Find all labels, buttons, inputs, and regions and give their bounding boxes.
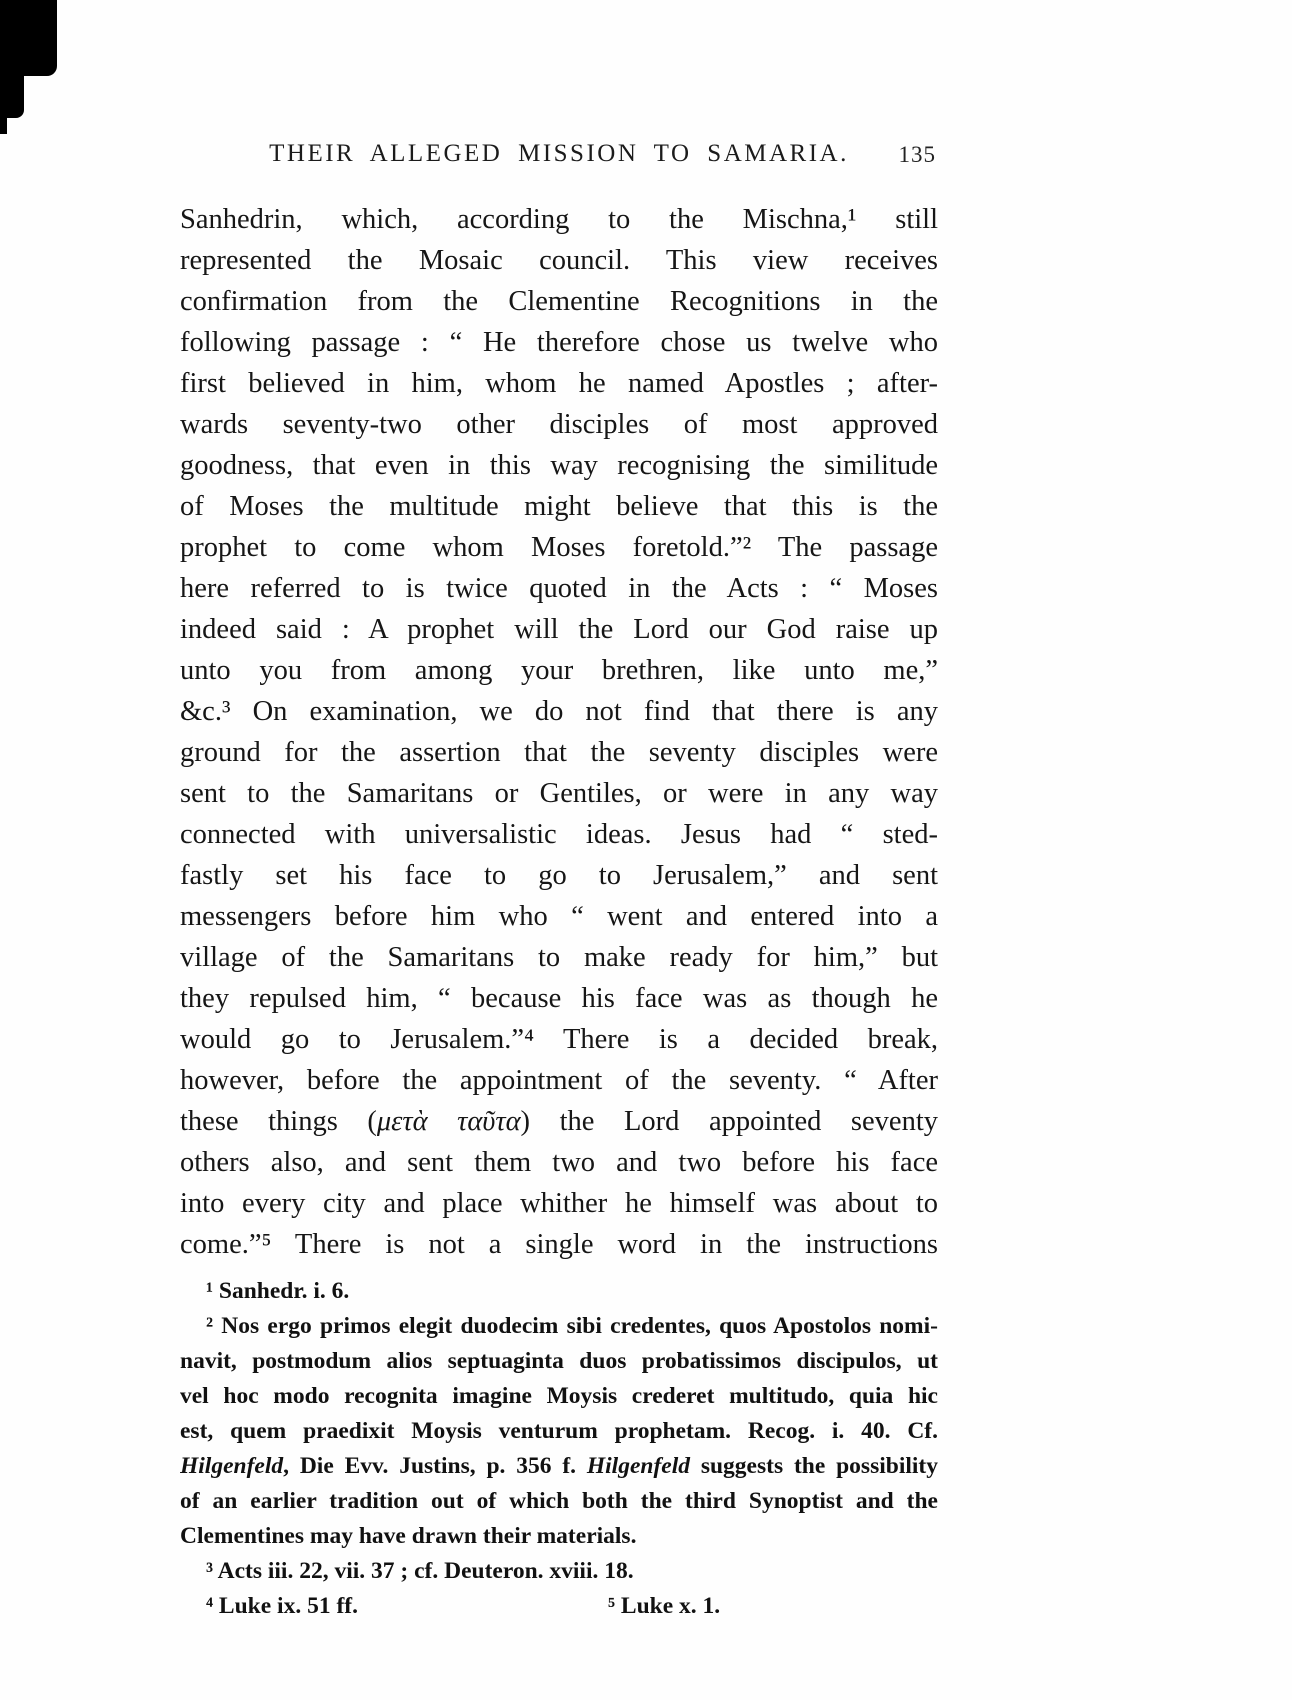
page-header [180,140,938,168]
body-line: &c.³ On examination, we do not find that there is any [180,696,938,727]
body-line: sent to the Samaritans or Gentiles, or were in any way [180,778,938,809]
body-line: unto you from among your brethren, like unto me,” [180,655,938,686]
body-line: ground for the assertion that the seventy disciples were [180,737,938,768]
body-line: connected with universalistic ideas. Jesus had “ sted- [180,819,938,850]
running-title: THEIR ALLEGED MISSION TO SAMARIA. [269,140,849,167]
footnote-line: navit, postmodum alios septuaginta duos probatissimos discipulos, ut [180,1348,938,1374]
body-line: they repulsed him, “ because his face was as though he [180,983,938,1014]
footnote-line: Hilgenfeld, Die Evv. Justins, p. 356 f. Hilgenfeld suggests the possibility [180,1453,938,1479]
body-line: fastly set his face to go to Jerusalem,” and sent [180,860,938,891]
body-line: however, before the appointment of the seventy. “ After [180,1065,938,1096]
body-line: these things (μετὰ ταῦτα) the Lord appointed seventy [180,1106,938,1137]
footnote-line: ² Nos ergo primos elegit duodecim sibi credentes, quos Apostolos nomi- [206,1313,938,1339]
body-line: here referred to is twice quoted in the Acts : “ Moses [180,573,938,604]
body-line: messengers before him who “ went and entered into a [180,901,938,932]
footnote-line [180,1589,938,1624]
body-line: represented the Mosaic council. This view receives [180,245,938,276]
footnote-line: ³ Acts iii. 22, vii. 37 ; cf. Deuteron. xviii. 18. [206,1558,634,1584]
body-line: of Moses the multitude might believe that this is the [180,491,938,522]
body-line: goodness, that even in this way recognising the similitude [180,450,938,481]
body-line: village of the Samaritans to make ready for him,” but [180,942,938,973]
body-line: prophet to come whom Moses foretold.”² The passage [180,532,938,563]
footnote-line: ¹ Sanhedr. i. 6. [206,1278,350,1304]
body-line: following passage : “ He therefore chose us twelve who [180,327,938,358]
body-line: indeed said : A prophet will the Lord our God raise up [180,614,938,645]
footnotes [180,1274,938,1624]
footnote-line: vel hoc modo recognita imagine Moysis crederet multitudo, quia hic [180,1383,938,1409]
body-line: would go to Jerusalem.”⁴ There is a decided break, [180,1024,938,1055]
footnote-ref: ⁴ Luke ix. 51 ff. [206,1593,358,1619]
footnote-line: of an earlier tradition out of which both the third Synoptist and the [180,1488,938,1514]
footnote-line: est, quem praedixit Moysis venturum prophetam. Recog. i. 40. Cf. [180,1418,938,1444]
scan-artifact-edge-line [0,0,7,134]
body-line: confirmation from the Clementine Recognitions in the [180,286,938,317]
body-line: first believed in him, whom he named Apostles ; after- [180,368,938,399]
body-line: others also, and sent them two and two before his face [180,1147,938,1178]
page-number: 135 [898,142,936,167]
footnote-ref: ⁵ Luke x. 1. [608,1593,721,1619]
body-line: come.”⁵ There is not a single word in the instructions [180,1229,938,1260]
body-line: wards seventy-two other disciples of most approved [180,409,938,440]
footnote-line: Clementines may have drawn their materials. [180,1523,637,1549]
body-line: Sanhedrin, which, according to the Mischna,¹ still [180,204,938,235]
body-text [180,199,938,1265]
body-line: into every city and place whither he himself was about to [180,1188,938,1219]
